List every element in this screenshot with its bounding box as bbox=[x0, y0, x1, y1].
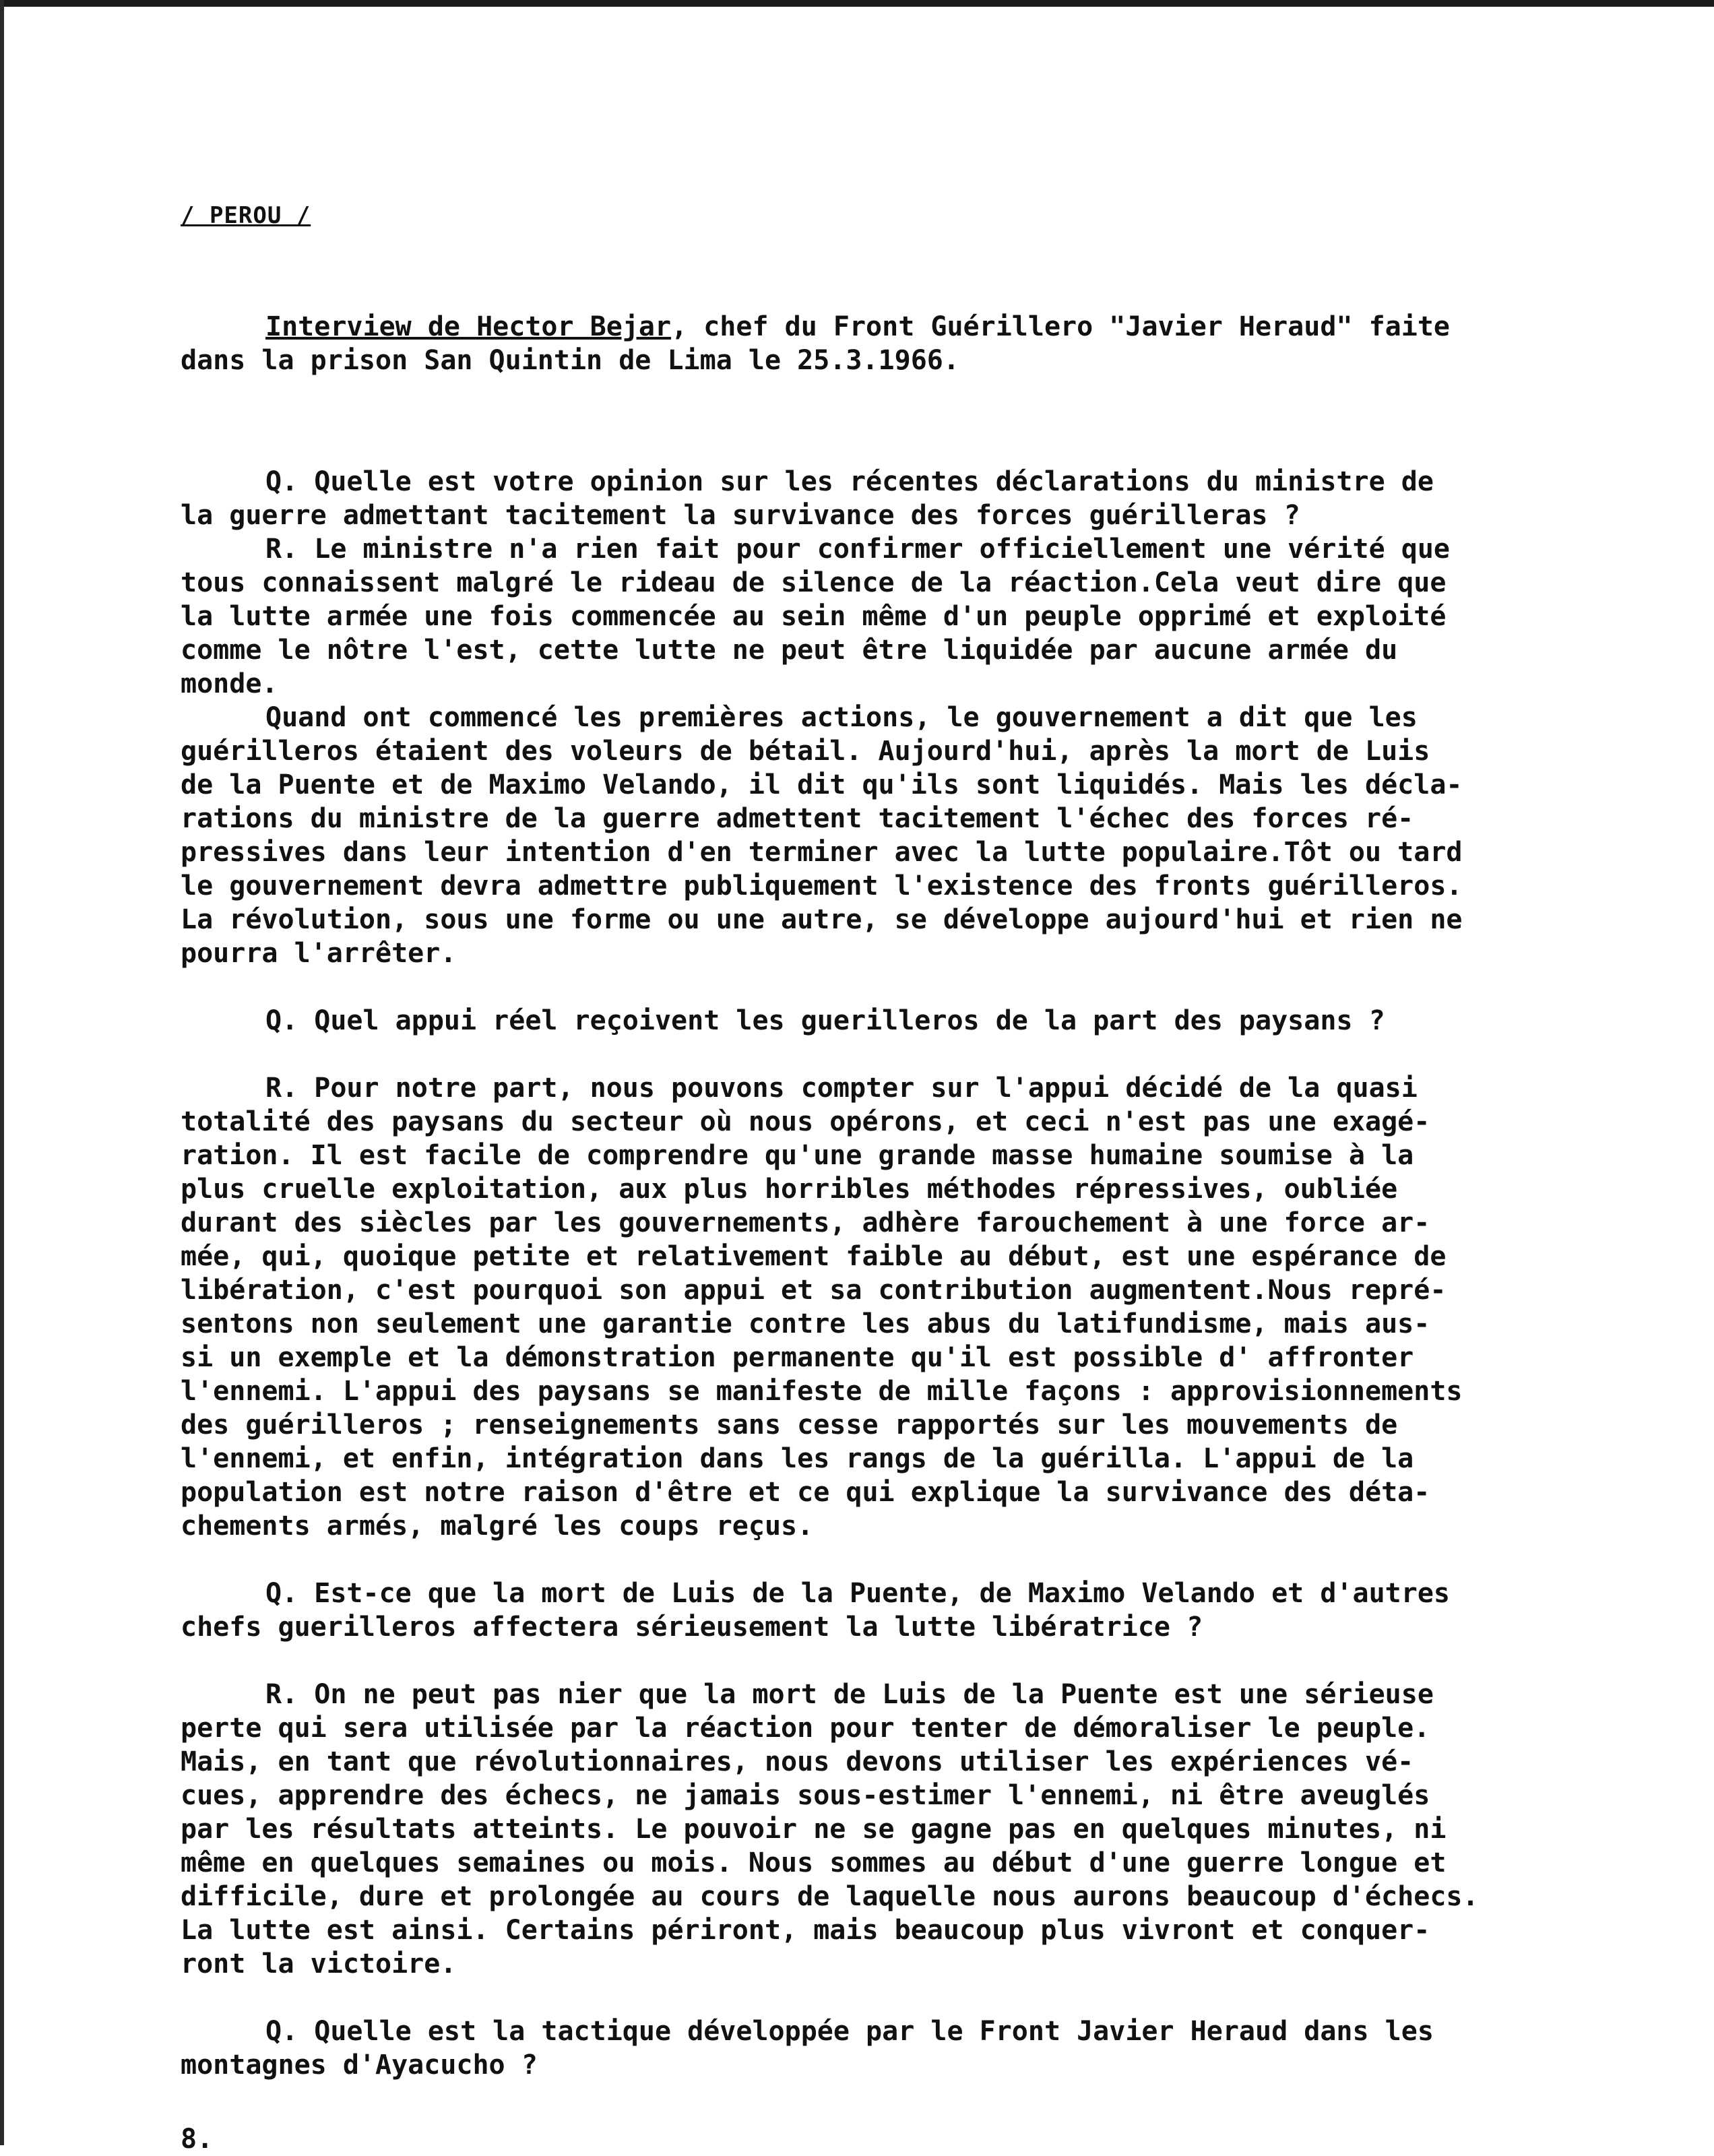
intro-title: Interview de Hector Bejar bbox=[265, 311, 672, 342]
left-border bbox=[0, 0, 4, 2145]
intro-rest: , chef du Front Guérillero "Javier Heraud" faite dans la prison San Quintin de Lima le 25.3.1966. bbox=[181, 311, 1450, 376]
section-header: / PEROU / bbox=[181, 202, 311, 229]
answer-3: R. On ne peut pas nier que la mort de Luis de la Puente est une sérieuse perte qui sera utilisée par la réaction pour tenter de démoraliser le peuple. Mais, en tant que révolutionnaires, nous devons utiliser les expériences vé- cues, apprendre des échecs, ne jamais sous-estimer l'ennemi, ni être aveuglés par les résultats atteints. Le pouvoir ne se gagne pas en quelques minutes, ni même en quelques semaines ou mois. Nous sommes au début d'une guerre longue et difficile, dure et prolongée au cours de laquelle nous aurons beaucoup d'échecs. La lutte est ainsi. Certains périront, mais beaucoup plus vivront et conquer- ront la victoire. bbox=[181, 1679, 1479, 1979]
answer-1-continued: Quand ont commencé les premières actions, le gouvernement a dit que les guérilleros étaient des voleurs de bétail. Aujourd'hui, après la mort de Luis de la Puente et de Maximo Velando, il dit qu'ils sont liquidés. Mais les décla- rations du ministre de la guerre admettent tacitement l'échec des forces ré- pressives dans leur intention d'en terminer avec la lutte populaire.Tôt ou tard le gouvernement devra admettre publiquement l'existence des fronts guérilleros. La révolution, sous une forme ou une autre, se développe aujourd'hui et rien ne pourra l'arrêter. bbox=[181, 702, 1463, 969]
intro-paragraph bbox=[181, 310, 1501, 377]
question-3: Q. Est-ce que la mort de Luis de la Puente, de Maximo Velando et d'autres chefs guerilleros affectera sérieusement la lutte libératrice ? bbox=[181, 1578, 1450, 1643]
question-1: Q. Quelle est votre opinion sur les récentes déclarations du ministre de la guerre admettant tacitement la survivance des forces guérilleras ? bbox=[181, 466, 1434, 531]
top-border bbox=[0, 0, 1714, 7]
answer-1: R. Le ministre n'a rien fait pour confirmer officiellement une vérité que tous connaissent malgré le rideau de silence de la réaction.Cela veut dire que la lutte armée une fois commencée au sein même d'un peuple opprimé et exploité comme le nôtre l'est, cette lutte ne peut être liquidée par aucune armée du monde. bbox=[181, 534, 1450, 699]
answer-2: R. Pour notre part, nous pouvons compter sur l'appui décidé de la quasi totalité des paysans du secteur où nous opérons, et ceci n'est pas une exagé- ration. Il est facile de comprendre qu'une grande masse humaine soumise à la plus cruelle exploitation, aux plus horribles méthodes répressives, oubliée durant des siècles par les gouvernements, adhère farouchement à une force ar- mée, qui, quoique petite et relativement faible au début, est une espérance de libération, c'est pourquoi son appui et sa contribution augmentent.Nous repré- sentons non seulement une garantie contre les abus du latifundisme, mais aus- si un exemple et la démonstration permanente qu'il est possible d' affronter l'ennemi. L'appui des paysans se manifeste de mille façons : approvisionnements des guérilleros ; renseignements sans cesse rapportés sur les mouvements de l'ennemi, et enfin, intégration dans les rangs de la guérilla. L'appui de la population est notre raison d'être et ce qui explique la survivance des déta- chements armés, malgré les coups reçus. bbox=[181, 1073, 1463, 1542]
question-2: Q. Quel appui réel reçoivent les guerilleros de la part des paysans ? bbox=[265, 1005, 1385, 1036]
page-number: 8. bbox=[181, 2124, 214, 2155]
document-page bbox=[181, 202, 1501, 2082]
question-4: Q. Quelle est la tactique développée par le Front Javier Heraud dans les montagnes d'Ayacucho ? bbox=[181, 2016, 1434, 2081]
